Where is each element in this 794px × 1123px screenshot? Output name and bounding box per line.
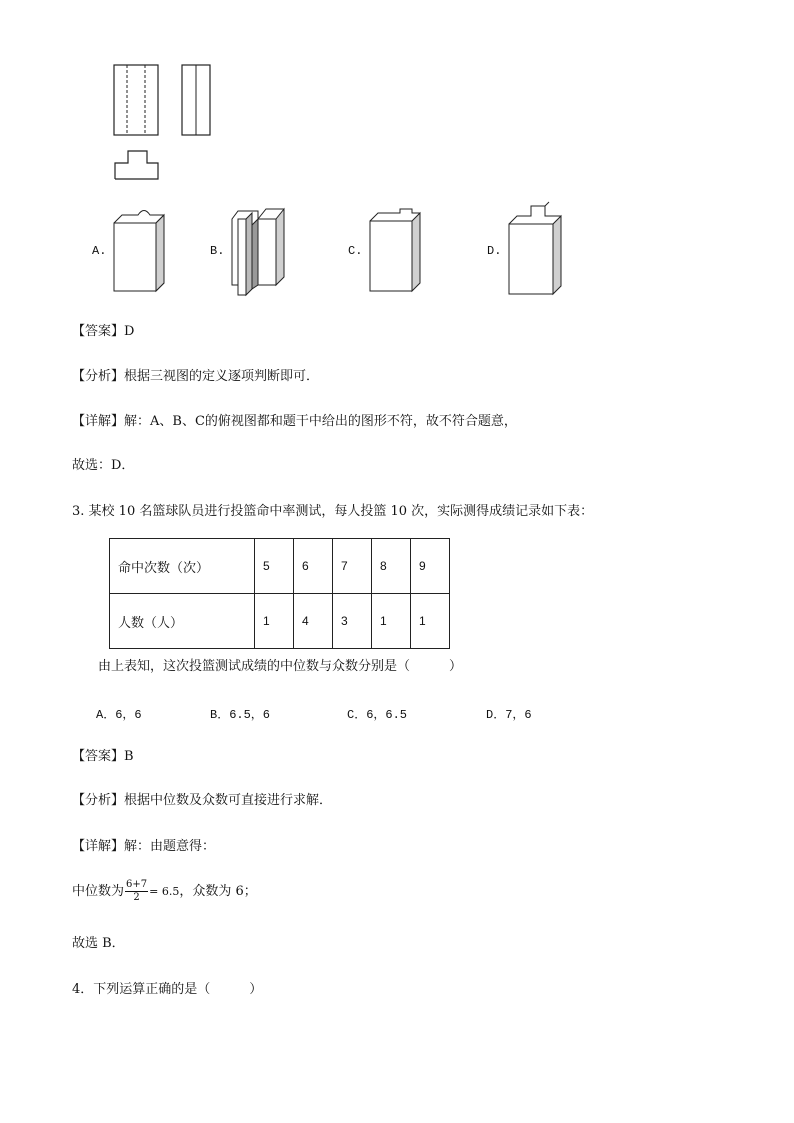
table-cell: 1 — [411, 594, 450, 649]
table-cell: 7 — [333, 539, 372, 594]
median-prefix: 中位数为 — [72, 884, 125, 899]
table-cell: 6 — [294, 539, 333, 594]
fraction-denominator: 2 — [133, 892, 140, 903]
fraction-numerator: 6+7 — [126, 879, 148, 890]
q2-detail — [72, 413, 517, 431]
q3-detail — [72, 838, 215, 856]
q3-stem: 3. 某校 10 名篮球队员进行投篮命中率测试，每人投篮 10 次，实际测得成绩记录如下表： — [72, 504, 594, 519]
table-row — [110, 594, 450, 649]
option-b-figure — [228, 205, 290, 297]
table-row — [110, 539, 450, 594]
table-cell: 8 — [372, 539, 411, 594]
q3-answer — [72, 748, 134, 766]
row-header: 命中次数（次） — [110, 539, 255, 594]
analysis-text: 根据中位数及众数可直接进行求解． — [124, 793, 333, 808]
option-a-figure — [110, 205, 170, 295]
table-cell: 3 — [333, 594, 372, 649]
option-c-figure — [366, 205, 426, 295]
table-cell: 1 — [372, 594, 411, 649]
table-cell: 1 — [255, 594, 294, 649]
analysis-tag: 【分析】 — [72, 793, 125, 808]
median-fraction — [125, 879, 148, 904]
table-cell: 5 — [255, 539, 294, 594]
detail-text: 解：A、B、C的俯视图都和题干中给出的图形不符，故不符合题意， — [124, 414, 517, 429]
option-d-figure — [505, 200, 567, 298]
analysis-tag: 【分析】 — [72, 369, 125, 384]
q3-conclusion: 故选 B． — [72, 936, 125, 951]
three-view-figure — [110, 62, 220, 182]
analysis-text: 根据三视图的定义逐项判断即可． — [124, 369, 320, 384]
q3-option-d: D．7，6 — [486, 708, 532, 722]
table-cell: 9 — [411, 539, 450, 594]
answer-tag: 【答案】 — [72, 749, 125, 764]
median-suffix: ，众数为 6； — [179, 884, 257, 899]
q3-question: 由上表知，这次投篮测试成绩的中位数与众数分别是（ ） — [98, 659, 463, 674]
answer-value: B — [124, 749, 134, 764]
option-a-label: A. — [92, 244, 107, 258]
q4-stem: 4．下列运算正确的是（ ） — [72, 982, 263, 997]
detail-tag: 【详解】 — [72, 839, 125, 854]
median-value: = 6.5 — [149, 885, 180, 898]
q3-option-c: C．6，6.5 — [347, 708, 408, 722]
option-c-label: C. — [348, 244, 363, 258]
q2-analysis — [72, 368, 319, 386]
answer-tag: 【答案】 — [72, 324, 125, 339]
q3-option-a: A．6，6 — [96, 708, 142, 722]
table-cell: 4 — [294, 594, 333, 649]
option-d-label: D. — [487, 244, 502, 258]
row-header: 人数（人） — [110, 594, 255, 649]
q3-median-line — [72, 877, 257, 907]
q2-conclusion: 故选：D． — [72, 458, 135, 473]
detail-text: 解：由题意得： — [124, 839, 216, 854]
q3-option-b: B．6.5，6 — [210, 708, 271, 722]
detail-tag: 【详解】 — [72, 414, 125, 429]
q2-answer — [72, 323, 134, 341]
score-table — [109, 538, 450, 649]
q3-analysis — [72, 792, 332, 810]
option-b-label: B. — [210, 244, 225, 258]
answer-value: D — [124, 324, 135, 339]
